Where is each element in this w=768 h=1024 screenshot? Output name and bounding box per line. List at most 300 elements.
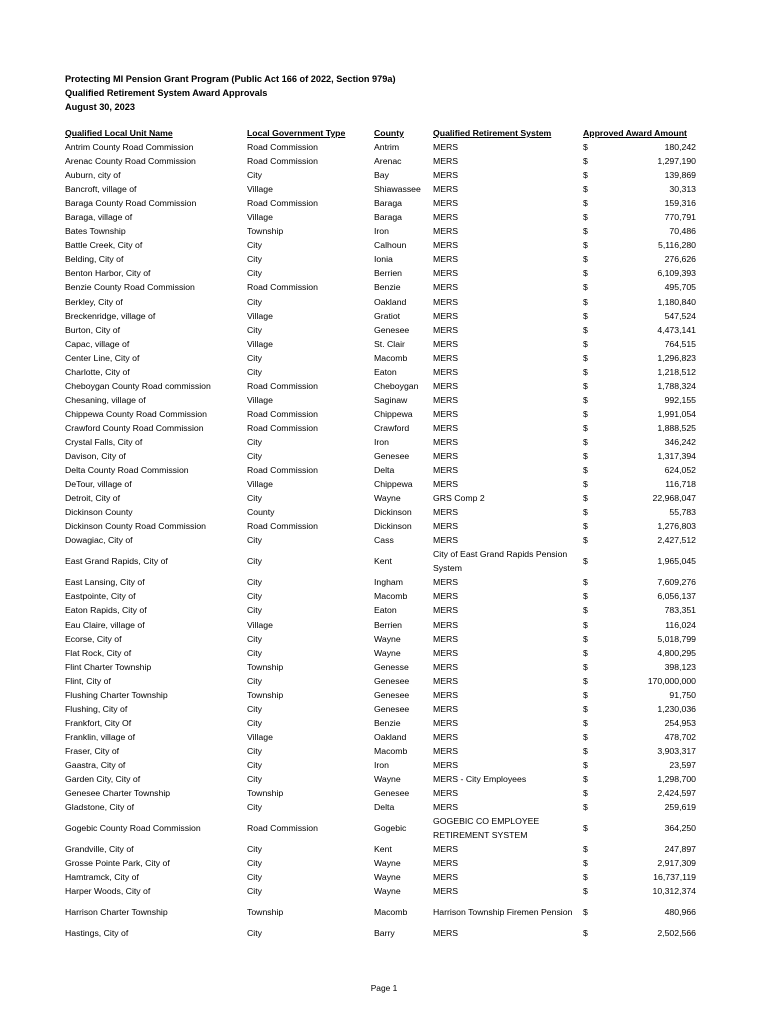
cell-county: Oakland [374, 296, 407, 307]
table-row [65, 758, 696, 772]
cell-currency-symbol: $ [583, 451, 588, 462]
cell-unit-name: Franklin, village of [65, 731, 136, 742]
cell-retirement-system: MERS [433, 198, 459, 209]
cell-government-type: City [247, 254, 262, 265]
cell-unit-name: Garden City, City of [65, 774, 141, 785]
cell-county: Genesee [374, 689, 410, 700]
cell-government-type: City [247, 703, 262, 714]
cell-retirement-system: MERS [433, 507, 459, 518]
cell-currency-symbol: $ [583, 254, 588, 265]
table-row [65, 926, 696, 940]
cell-currency-symbol: $ [583, 437, 588, 447]
cell-currency-symbol: $ [583, 717, 588, 728]
cell-currency-symbol: $ [583, 156, 588, 167]
cell-county: Dickinson [374, 507, 412, 518]
cell-unit-name: Delta County Road Commission [65, 465, 189, 476]
cell-retirement-system: MERS [433, 928, 459, 939]
cell-award-amount: 254,953 [664, 717, 696, 728]
cell-government-type: City [247, 352, 262, 363]
cell-government-type: City [247, 437, 262, 447]
cell-government-type: City [247, 170, 262, 181]
cell-currency-symbol: $ [583, 324, 588, 335]
cell-county: Crawford [374, 422, 410, 433]
cell-government-type: Village [247, 479, 273, 490]
cell-unit-name: Harper Woods, City of [65, 886, 151, 897]
cell-award-amount: 764,515 [664, 338, 696, 349]
column-header-county: County [374, 128, 404, 138]
cell-government-type: City [247, 240, 262, 251]
cell-unit-name: Flushing Charter Township [65, 689, 168, 700]
cell-award-amount: 159,316 [664, 198, 696, 209]
table-row [65, 575, 696, 589]
cell-retirement-system: MERS [433, 661, 459, 672]
cell-county: Chippewa [374, 479, 413, 490]
cell-currency-symbol: $ [583, 465, 588, 476]
cell-award-amount: 30,313 [669, 184, 696, 195]
cell-county: Bay [374, 170, 389, 181]
cell-retirement-system: MERS [433, 324, 459, 335]
table-row [65, 884, 696, 898]
cell-currency-symbol: $ [583, 619, 588, 630]
table-row [65, 407, 696, 421]
table-row [65, 870, 696, 884]
table-row [65, 898, 696, 926]
cell-retirement-system: MERS [433, 451, 459, 462]
cell-retirement-system: MERS [433, 296, 459, 307]
cell-county: Shiawassee [374, 184, 421, 195]
table-row [65, 702, 696, 716]
cell-unit-name: East Grand Rapids, City of [65, 556, 168, 567]
cell-government-type: City [247, 759, 262, 770]
cell-award-amount: 2,427,512 [657, 535, 696, 546]
cell-currency-symbol: $ [583, 394, 588, 405]
table-row [65, 379, 696, 393]
cell-retirement-system: MERS [433, 675, 459, 686]
cell-retirement-system: City of East Grand Rapids Pension System [433, 549, 568, 574]
cell-county: Genesee [374, 451, 410, 462]
cell-currency-symbol: $ [583, 661, 588, 672]
cell-government-type: Village [247, 731, 273, 742]
cell-county: Eaton [374, 366, 397, 377]
cell-currency-symbol: $ [583, 774, 588, 785]
cell-unit-name: Baraga County Road Commission [65, 198, 197, 209]
cell-government-type: Road Commission [247, 408, 318, 419]
cell-county: Baraga [374, 198, 403, 209]
table-row [65, 674, 696, 688]
cell-retirement-system: MERS [433, 521, 459, 532]
cell-retirement-system: MERS [433, 605, 459, 616]
cell-county: Oakland [374, 731, 407, 742]
cell-government-type: City [247, 493, 262, 504]
cell-unit-name: Fraser, City of [65, 745, 120, 756]
cell-county: Wayne [374, 774, 401, 785]
cell-government-type: City [247, 577, 262, 588]
cell-award-amount: 783,351 [664, 605, 696, 616]
cell-retirement-system: MERS [433, 535, 459, 546]
cell-retirement-system: MERS [433, 479, 459, 490]
cell-retirement-system: MERS - City Employees [433, 774, 527, 785]
cell-award-amount: 1,297,190 [657, 156, 696, 167]
cell-county: St. Clair [374, 338, 405, 349]
cell-unit-name: Harrison Charter Township [65, 907, 168, 918]
cell-government-type: City [247, 556, 262, 567]
cell-currency-symbol: $ [583, 731, 588, 742]
table-row [65, 519, 696, 533]
cell-retirement-system: MERS [433, 394, 459, 405]
cell-retirement-system: MERS [433, 886, 459, 897]
cell-currency-symbol: $ [583, 352, 588, 363]
cell-unit-name: Dickinson County [65, 507, 133, 518]
cell-government-type: City [247, 844, 262, 855]
cell-retirement-system: MERS [433, 240, 459, 251]
cell-unit-name: Belding, City of [65, 254, 124, 265]
table-row [65, 252, 696, 266]
cell-award-amount: 5,018,799 [657, 633, 696, 644]
cell-award-amount: 3,903,317 [657, 745, 696, 756]
cell-currency-symbol: $ [583, 647, 588, 658]
cell-currency-symbol: $ [583, 493, 588, 504]
cell-government-type: Village [247, 184, 273, 195]
cell-currency-symbol: $ [583, 408, 588, 419]
cell-award-amount: 1,788,324 [657, 380, 696, 391]
cell-unit-name: Eastpointe, City of [65, 591, 136, 602]
cell-county: Delta [374, 802, 395, 813]
column-header-amount: Approved Award Amount [583, 128, 687, 138]
table-row [65, 168, 696, 182]
cell-currency-symbol: $ [583, 907, 588, 918]
cell-retirement-system: MERS [433, 872, 459, 883]
cell-unit-name: Breckenridge, village of [65, 310, 156, 321]
cell-county: Kent [374, 556, 392, 567]
cell-retirement-system: MERS [433, 577, 459, 588]
cell-unit-name: Flint, City of [65, 675, 111, 686]
cell-county: Eaton [374, 605, 397, 616]
cell-county: Iron [374, 759, 389, 770]
cell-currency-symbol: $ [583, 380, 588, 391]
cell-retirement-system: MERS [433, 226, 459, 237]
cell-government-type: City [247, 886, 262, 897]
cell-retirement-system: MERS [433, 703, 459, 714]
cell-currency-symbol: $ [583, 675, 588, 686]
table-row [65, 266, 696, 280]
cell-government-type: Village [247, 338, 273, 349]
cell-retirement-system: MERS [433, 788, 459, 799]
cell-award-amount: 247,897 [664, 844, 696, 855]
cell-award-amount: 4,800,295 [657, 647, 696, 658]
cell-currency-symbol: $ [583, 703, 588, 714]
cell-award-amount: 770,791 [664, 212, 696, 223]
cell-currency-symbol: $ [583, 310, 588, 321]
cell-award-amount: 1,296,823 [657, 352, 696, 363]
cell-retirement-system: MERS [433, 591, 459, 602]
table-row [65, 280, 696, 294]
document-date: August 30, 2023 [65, 102, 135, 112]
cell-county: Berrien [374, 619, 403, 630]
cell-county: Arenac [374, 156, 402, 167]
cell-government-type: Village [247, 394, 273, 405]
table-row [65, 140, 696, 154]
cell-unit-name: Grosse Pointe Park, City of [65, 858, 170, 869]
cell-county: Chippewa [374, 408, 413, 419]
column-header-type: Local Government Type [247, 128, 346, 138]
table-row [65, 182, 696, 196]
table-row [65, 477, 696, 491]
cell-retirement-system: MERS [433, 156, 459, 167]
table-header-row [65, 126, 696, 140]
cell-retirement-system: MERS [433, 422, 459, 433]
table-row [65, 646, 696, 660]
cell-retirement-system: MERS [433, 731, 459, 742]
cell-retirement-system: MERS [433, 858, 459, 869]
table-row [65, 730, 696, 744]
cell-retirement-system: MERS [433, 352, 459, 363]
cell-unit-name: Dowagiac, City of [65, 535, 133, 546]
cell-county: Baraga [374, 212, 403, 223]
cell-government-type: Road Commission [247, 465, 318, 476]
cell-government-type: City [247, 774, 262, 785]
cell-currency-symbol: $ [583, 184, 588, 195]
cell-retirement-system: MERS [433, 689, 459, 700]
cell-unit-name: Auburn, city of [65, 170, 121, 181]
cell-award-amount: 116,718 [665, 479, 696, 490]
cell-award-amount: 10,312,374 [652, 886, 696, 897]
cell-award-amount: 170,000,000 [647, 675, 696, 686]
page-number: Page 1 [370, 983, 398, 993]
cell-retirement-system: MERS [433, 310, 459, 321]
cell-government-type: Road Commission [247, 142, 318, 153]
cell-unit-name: Genesee Charter Township [65, 788, 171, 799]
table-row [65, 351, 696, 365]
cell-retirement-system: Harrison Township Firemen Pension [433, 907, 573, 918]
table-row [65, 309, 696, 323]
cell-currency-symbol: $ [583, 858, 588, 869]
cell-unit-name: Benton Harbor, City of [65, 268, 151, 279]
cell-currency-symbol: $ [583, 788, 588, 799]
cell-county: Macomb [374, 907, 408, 918]
cell-county: Barry [374, 928, 395, 939]
cell-government-type: Road Commission [247, 521, 318, 532]
cell-currency-symbol: $ [583, 823, 588, 834]
cell-unit-name: East Lansing, City of [65, 577, 145, 588]
cell-unit-name: Berkley, City of [65, 296, 123, 307]
cell-government-type: Township [247, 226, 284, 237]
cell-currency-symbol: $ [583, 577, 588, 588]
cell-award-amount: 364,250 [664, 823, 696, 834]
cell-award-amount: 495,705 [664, 282, 696, 293]
cell-county: Antrim [374, 142, 400, 153]
cell-unit-name: Baraga, village of [65, 212, 133, 223]
table-row [65, 814, 696, 842]
cell-county: Berrien [374, 268, 403, 279]
cell-unit-name: Benzie County Road Commission [65, 282, 195, 293]
cell-government-type: City [247, 717, 262, 728]
cell-county: Cheboygan [374, 380, 419, 391]
cell-retirement-system: MERS [433, 647, 459, 658]
cell-retirement-system: MERS [433, 170, 459, 181]
cell-currency-symbol: $ [583, 170, 588, 181]
cell-county: Ionia [374, 254, 393, 265]
cell-retirement-system: MERS [433, 282, 459, 293]
cell-award-amount: 70,486 [669, 226, 696, 237]
cell-currency-symbol: $ [583, 142, 588, 153]
table-row [65, 323, 696, 337]
cell-county: Iron [374, 226, 389, 237]
cell-unit-name: Center Line, City of [65, 352, 140, 363]
cell-government-type: City [247, 366, 262, 377]
cell-government-type: Township [247, 689, 284, 700]
cell-government-type: Road Commission [247, 198, 318, 209]
cell-award-amount: 2,424,597 [657, 788, 696, 799]
table-row [65, 547, 696, 575]
cell-county: Iron [374, 437, 389, 447]
cell-currency-symbol: $ [583, 479, 588, 490]
table-row [65, 449, 696, 463]
table-row [65, 603, 696, 617]
table-row [65, 660, 696, 674]
cell-award-amount: 398,123 [664, 661, 696, 672]
cell-unit-name: Gogebic County Road Commission [65, 823, 201, 834]
cell-retirement-system: GRS Comp 2 [433, 493, 485, 504]
cell-award-amount: 1,991,054 [657, 408, 696, 419]
cell-currency-symbol: $ [583, 556, 588, 567]
cell-government-type: Township [247, 788, 284, 799]
cell-currency-symbol: $ [583, 759, 588, 770]
table-row [65, 800, 696, 814]
cell-county: Macomb [374, 591, 408, 602]
cell-unit-name: Hamtramck, City of [65, 872, 139, 883]
cell-unit-name: Charlotte, City of [65, 366, 130, 377]
cell-award-amount: 1,230,036 [657, 703, 696, 714]
cell-unit-name: Frankfort, City Of [65, 717, 132, 728]
cell-government-type: City [247, 858, 262, 869]
cell-award-amount: 478,702 [664, 731, 696, 742]
cell-currency-symbol: $ [583, 591, 588, 602]
cell-unit-name: Crawford County Road Commission [65, 422, 204, 433]
cell-award-amount: 346,242 [664, 437, 696, 447]
cell-currency-symbol: $ [583, 422, 588, 433]
document-subtitle: Qualified Retirement System Award Approvals [65, 88, 268, 98]
cell-county: Kent [374, 844, 392, 855]
cell-currency-symbol: $ [583, 296, 588, 307]
cell-currency-symbol: $ [583, 633, 588, 644]
cell-currency-symbol: $ [583, 535, 588, 546]
cell-retirement-system: MERS [433, 717, 459, 728]
cell-unit-name: Davison, City of [65, 451, 126, 462]
cell-county: Benzie [374, 717, 401, 728]
table-row [65, 337, 696, 351]
cell-currency-symbol: $ [583, 745, 588, 756]
cell-county: Delta [374, 465, 395, 476]
cell-unit-name: Bancroft, village of [65, 184, 137, 195]
cell-unit-name: Crystal Falls, City of [65, 437, 143, 447]
cell-award-amount: 2,502,566 [657, 928, 696, 939]
cell-unit-name: Eau Claire, village of [65, 619, 145, 630]
cell-county: Gogebic [374, 823, 407, 834]
cell-county: Macomb [374, 745, 408, 756]
cell-award-amount: 180,242 [664, 142, 696, 153]
cell-county: Calhoun [374, 240, 407, 251]
cell-county: Wayne [374, 647, 401, 658]
cell-government-type: Township [247, 661, 284, 672]
cell-currency-symbol: $ [583, 212, 588, 223]
cell-unit-name: Eaton Rapids, City of [65, 605, 147, 616]
table-row [65, 393, 696, 407]
cell-county: Wayne [374, 633, 401, 644]
cell-retirement-system: MERS [433, 366, 459, 377]
document-header [65, 72, 396, 114]
table-row [65, 196, 696, 210]
cell-currency-symbol: $ [583, 366, 588, 377]
cell-county: Wayne [374, 858, 401, 869]
cell-unit-name: Flat Rock, City of [65, 647, 132, 658]
cell-unit-name: Capac, village of [65, 338, 130, 349]
cell-unit-name: Gaastra, City of [65, 759, 126, 770]
cell-government-type: County [247, 507, 275, 518]
table-row [65, 533, 696, 547]
cell-government-type: Village [247, 212, 273, 223]
cell-unit-name: Hastings, City of [65, 928, 129, 939]
cell-award-amount: 1,276,803 [657, 521, 696, 532]
table-row [65, 589, 696, 603]
cell-retirement-system: MERS [433, 465, 459, 476]
cell-award-amount: 1,317,394 [657, 451, 696, 462]
cell-award-amount: 4,473,141 [657, 324, 696, 335]
cell-unit-name: Bates Township [65, 226, 126, 237]
cell-currency-symbol: $ [583, 521, 588, 532]
cell-award-amount: 139,869 [664, 170, 696, 181]
cell-currency-symbol: $ [583, 928, 588, 939]
table-row [65, 154, 696, 168]
cell-unit-name: DeTour, village of [65, 479, 132, 490]
table-row [65, 688, 696, 702]
cell-award-amount: 480,966 [664, 907, 696, 918]
cell-government-type: Village [247, 619, 273, 630]
cell-retirement-system: MERS [433, 408, 459, 419]
cell-government-type: Road Commission [247, 156, 318, 167]
cell-award-amount: 547,524 [664, 310, 696, 321]
cell-government-type: City [247, 296, 262, 307]
cell-government-type: Road Commission [247, 380, 318, 391]
cell-retirement-system: GOGEBIC CO EMPLOYEE RETIREMENT SYSTEM [433, 816, 540, 841]
table-row [65, 632, 696, 646]
cell-currency-symbol: $ [583, 507, 588, 518]
cell-unit-name: Flushing, City of [65, 703, 128, 714]
cell-currency-symbol: $ [583, 802, 588, 813]
cell-government-type: City [247, 675, 262, 686]
table-row [65, 295, 696, 309]
cell-government-type: Township [247, 907, 284, 918]
cell-retirement-system: MERS [433, 633, 459, 644]
cell-county: Genesee [374, 675, 410, 686]
cell-currency-symbol: $ [583, 689, 588, 700]
cell-award-amount: 1,180,840 [657, 296, 696, 307]
cell-unit-name: Chesaning, village of [65, 394, 146, 405]
cell-government-type: Village [247, 310, 273, 321]
column-header-system: Qualified Retirement System [433, 128, 552, 138]
cell-government-type: Road Commission [247, 282, 318, 293]
cell-government-type: City [247, 535, 262, 546]
cell-award-amount: 23,597 [669, 759, 696, 770]
cell-government-type: Road Commission [247, 823, 318, 834]
cell-unit-name: Burton, City of [65, 324, 121, 335]
cell-unit-name: Detroit, City of [65, 493, 121, 504]
cell-county: Genesee [374, 703, 410, 714]
cell-award-amount: 6,109,393 [657, 268, 696, 279]
cell-currency-symbol: $ [583, 605, 588, 616]
cell-unit-name: Chippewa County Road Commission [65, 408, 207, 419]
cell-currency-symbol: $ [583, 240, 588, 251]
table-row [65, 856, 696, 870]
